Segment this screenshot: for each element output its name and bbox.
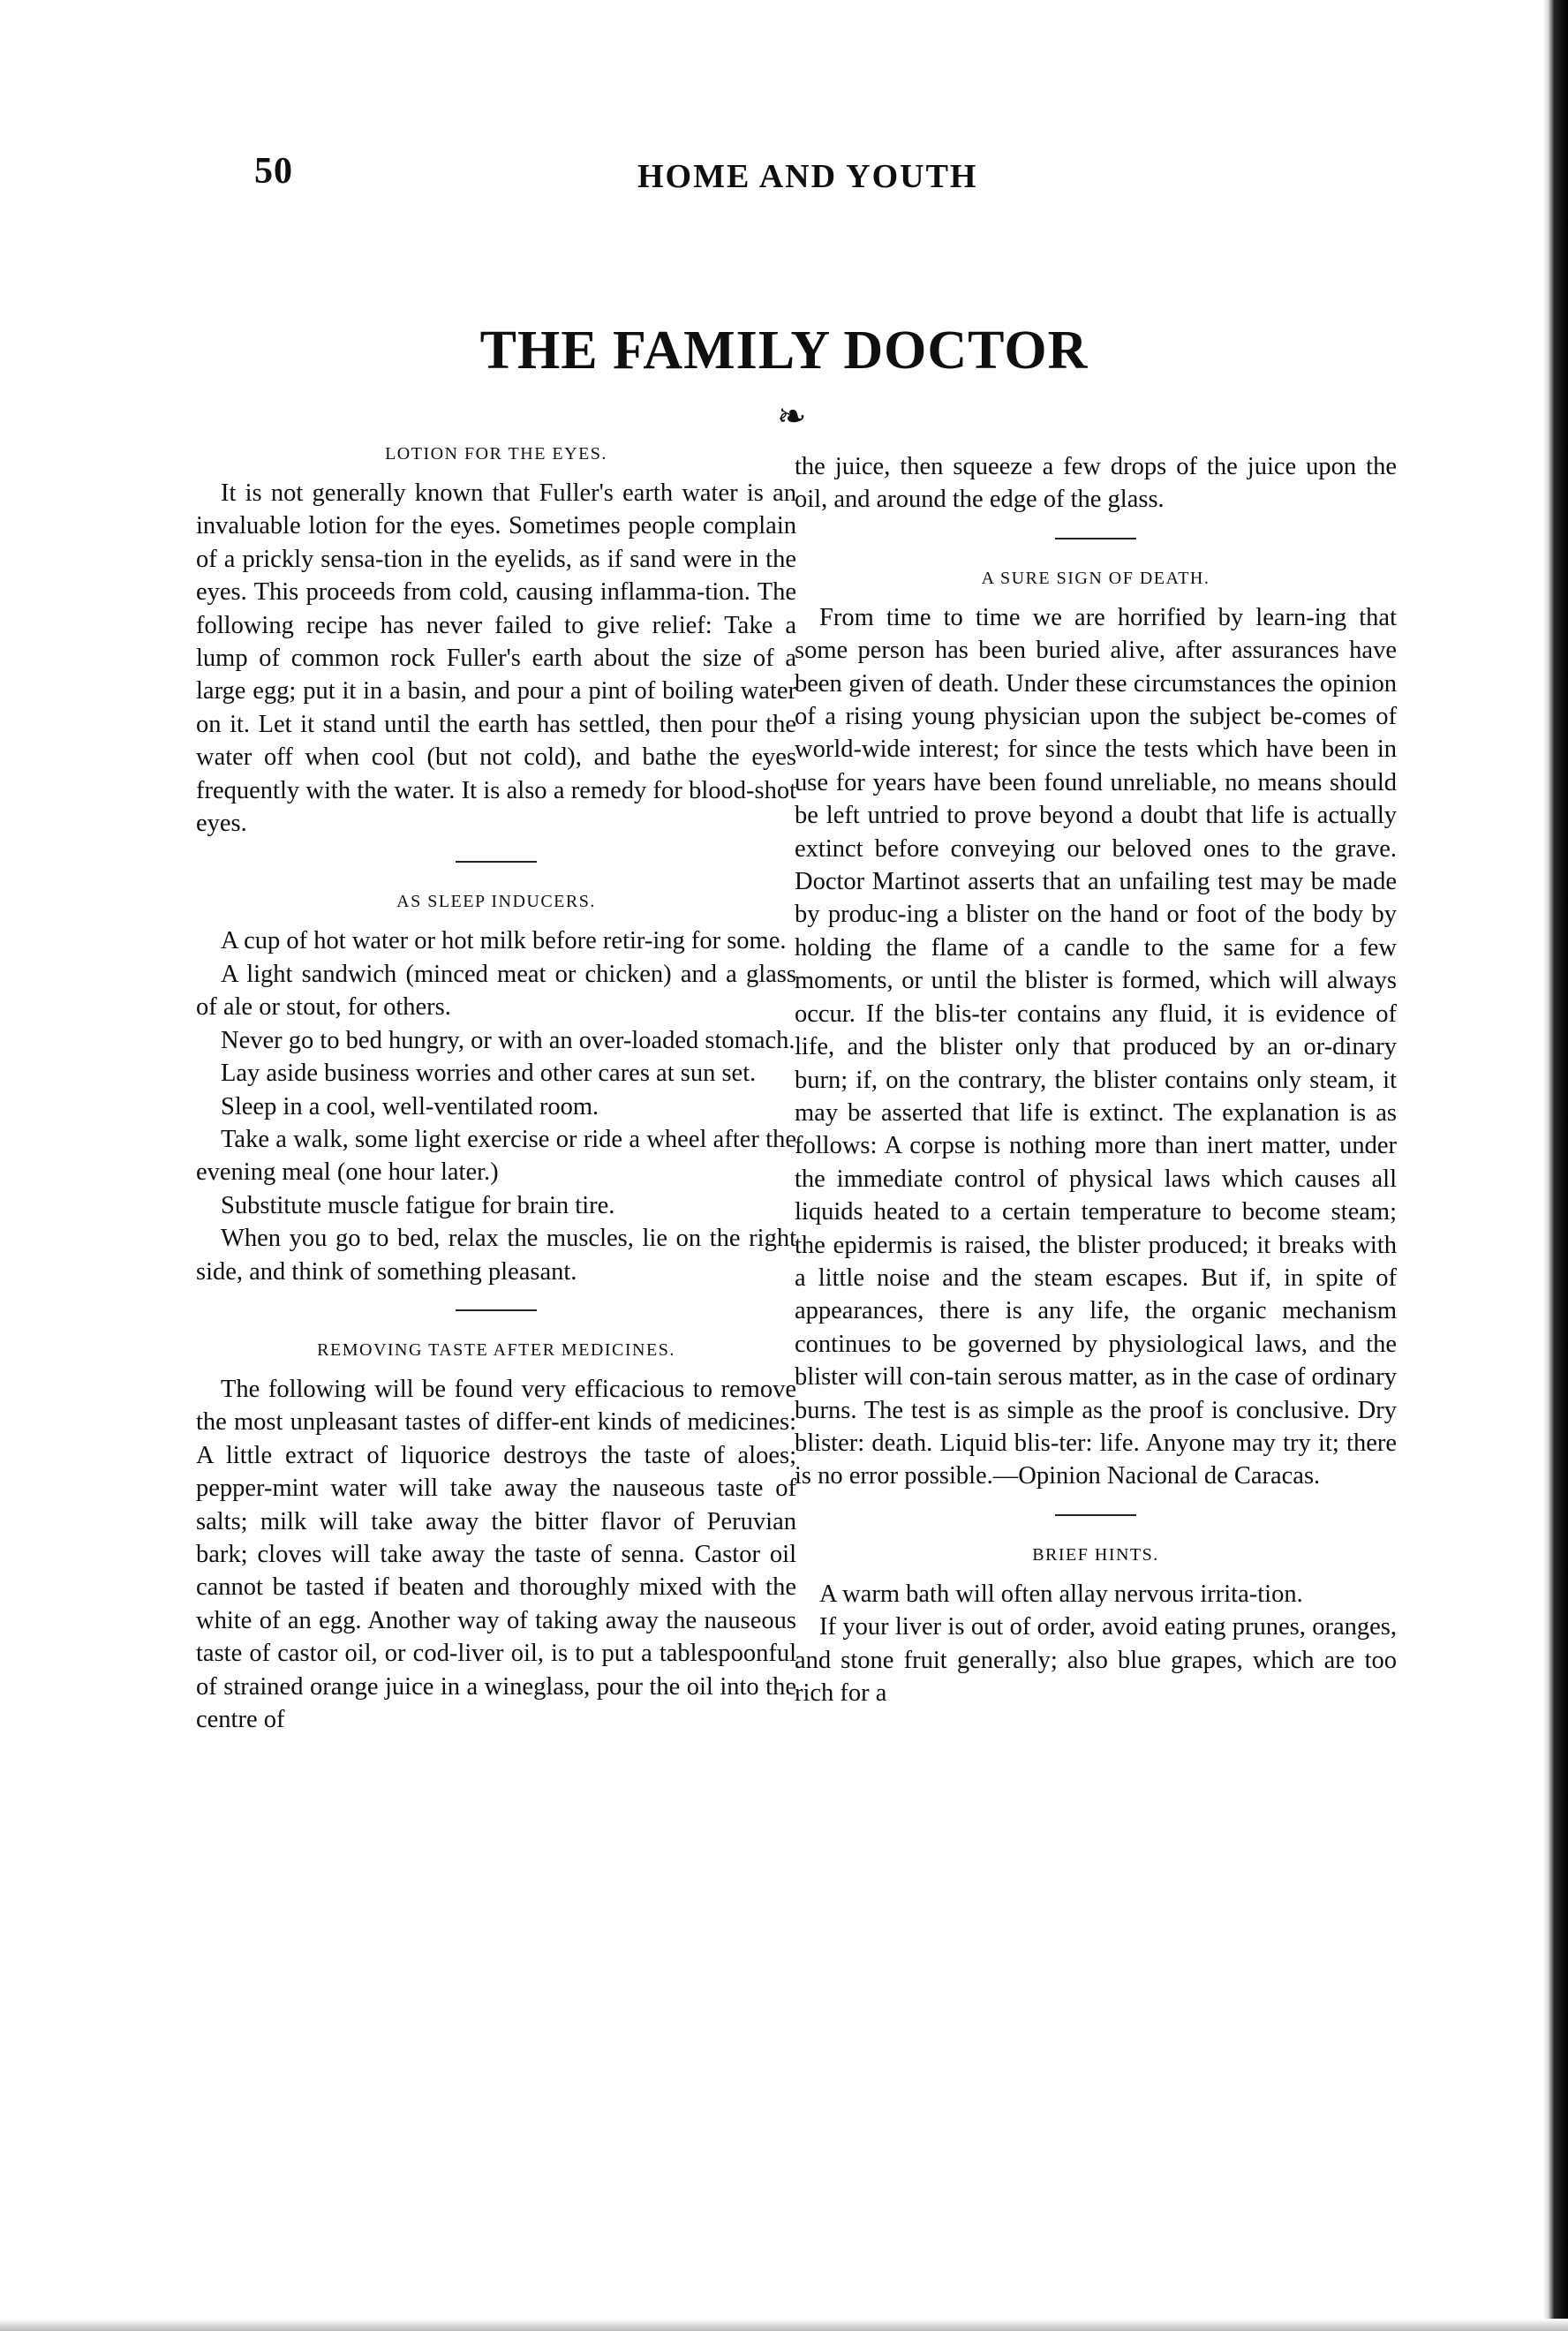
section-divider	[456, 861, 537, 863]
hint-item: If your liver is out of order, avoid eating prunes, oranges, and stone fruit generally; also blue grapes, which are too rich for a	[795, 1613, 1397, 1707]
section-heading-hints: BRIEF HINTS.	[1032, 1544, 1159, 1565]
hint-item: A warm bath will often allay nervous irrita-tion.	[819, 1580, 1303, 1608]
sleep-item: Take a walk, some light exercise or ride a wheel after the evening meal (one hour later.)	[196, 1125, 796, 1187]
sleep-item: A light sandwich (minced meat or chicken) and a glass of ale or stout, for others.	[196, 960, 796, 1022]
taste-paragraph: The following will be found very efficacious to remove the most unpleasant tastes of differ-ent kinds of medicines: A little extract of liquorice destroys the taste of aloes; pepper-mint water will take away the nauseous taste of salts; milk will take away the bitter flavor of Peruvian bark; cloves will take away the taste of senna. Castor oil cannot be tasted if beaten and thoroughly mixed with the white of an egg. Another way of taking away the nauseous taste of castor oil, or cod-liver oil, is to put a tablespoonful of strained orange juice in a wineglass, pour the oil into the centre of	[196, 1375, 796, 1733]
section-divider	[1055, 538, 1136, 539]
left-column	[196, 441, 796, 1736]
death-paragraph: From time to time we are horrified by learn-ing that some person has been buried alive, after assurances have been given of death. Under these circumstances the opinion of a rising young physician upon the subject be-comes of world-wide interest; for since the tests which have been in use for years have been found unreliable, no means should be left untried to prove beyond a doubt that life is actually extinct before conveying our beloved ones to the grave. Doctor Martinot asserts that an unfailing test may be made by produc-ing a blister on the hand or foot of the body by holding the flame of a candle to the same for a few moments, or until the blister is formed, which will always occur. If the blis-ter contains any fluid, it is evidence of life, and the blister only that produced by an or-dinary burn; if, on the contrary, the blister contains only steam, it may be asserted that life is extinct. The explanation is as follows: A corpse is nothing more than inert matter, under the immediate control of physical laws which causes all liquids heated to a certain temperature to become steam; the epidermis is raised, the blister produced; it breaks with a little noise and the steam escapes. But if, in spite of appearances, there is any life, the organic mechanism continues to be governed by physiological laws, and the blister will con-tain serous matter, as in the case of ordinary burns. The test is as simple as the proof is conclusive. Dry blister: death. Liquid blis-ter: life. Anyone may try it; there is no error possible.—Opinion Nacional de Caracas.	[795, 603, 1397, 1490]
right-column	[795, 450, 1397, 1709]
sleep-item: Never go to bed hungry, or with an over-loaded stomach.	[221, 1026, 795, 1054]
scan-bottom-edge	[0, 2319, 1568, 2331]
sleep-item: Sleep in a cool, well-ventilated room.	[221, 1092, 599, 1120]
fleuron-ornament-icon: ❧	[777, 396, 807, 436]
sleep-item: Lay aside business worries and other cares at sun set.	[221, 1060, 757, 1088]
section-heading-lotion: LOTION FOR THE EYES.	[385, 444, 607, 464]
running-head: HOME AND YOUTH	[637, 158, 978, 195]
section-divider	[456, 1309, 537, 1311]
continuation-paragraph: the juice, then squeeze a few drops of the juice upon the oil, and around the edge of the glass.	[795, 453, 1397, 514]
lotion-paragraph: It is not generally known that Fuller's earth water is an invaluable lotion for the eyes. Sometimes people complain of a prickly sensa-tion in the eyelids, as if sand were in the eyes. This proceeds from cold, causing inflamma-tion. The following recipe has never failed to give relief: Take a lump of common rock Fuller's earth about the size of a large egg; put it in a basin, and pour a pint of boiling water on it. Let it stand until the earth has settled, then pour the water off when cool (but not cold), and bathe the eyes frequently with the water. It is also a remedy for blood-shot eyes.	[196, 479, 796, 838]
page-title: THE FAMILY DOCTOR	[479, 321, 1089, 381]
sleep-item: When you go to bed, relax the muscles, lie on the right side, and think of something pleasant.	[196, 1225, 796, 1286]
sleep-item: A cup of hot water or hot milk before retir-ing for some.	[221, 927, 787, 955]
section-heading-death: A SURE SIGN OF DEATH.	[981, 568, 1210, 588]
page-number: 50	[254, 151, 293, 192]
section-heading-sleep: AS SLEEP INDUCERS.	[396, 892, 596, 912]
section-heading-taste: REMOVING TASTE AFTER MEDICINES.	[317, 1339, 675, 1360]
section-divider	[1055, 1514, 1136, 1516]
sleep-item: Substitute muscle fatigue for brain tire.	[221, 1191, 615, 1219]
